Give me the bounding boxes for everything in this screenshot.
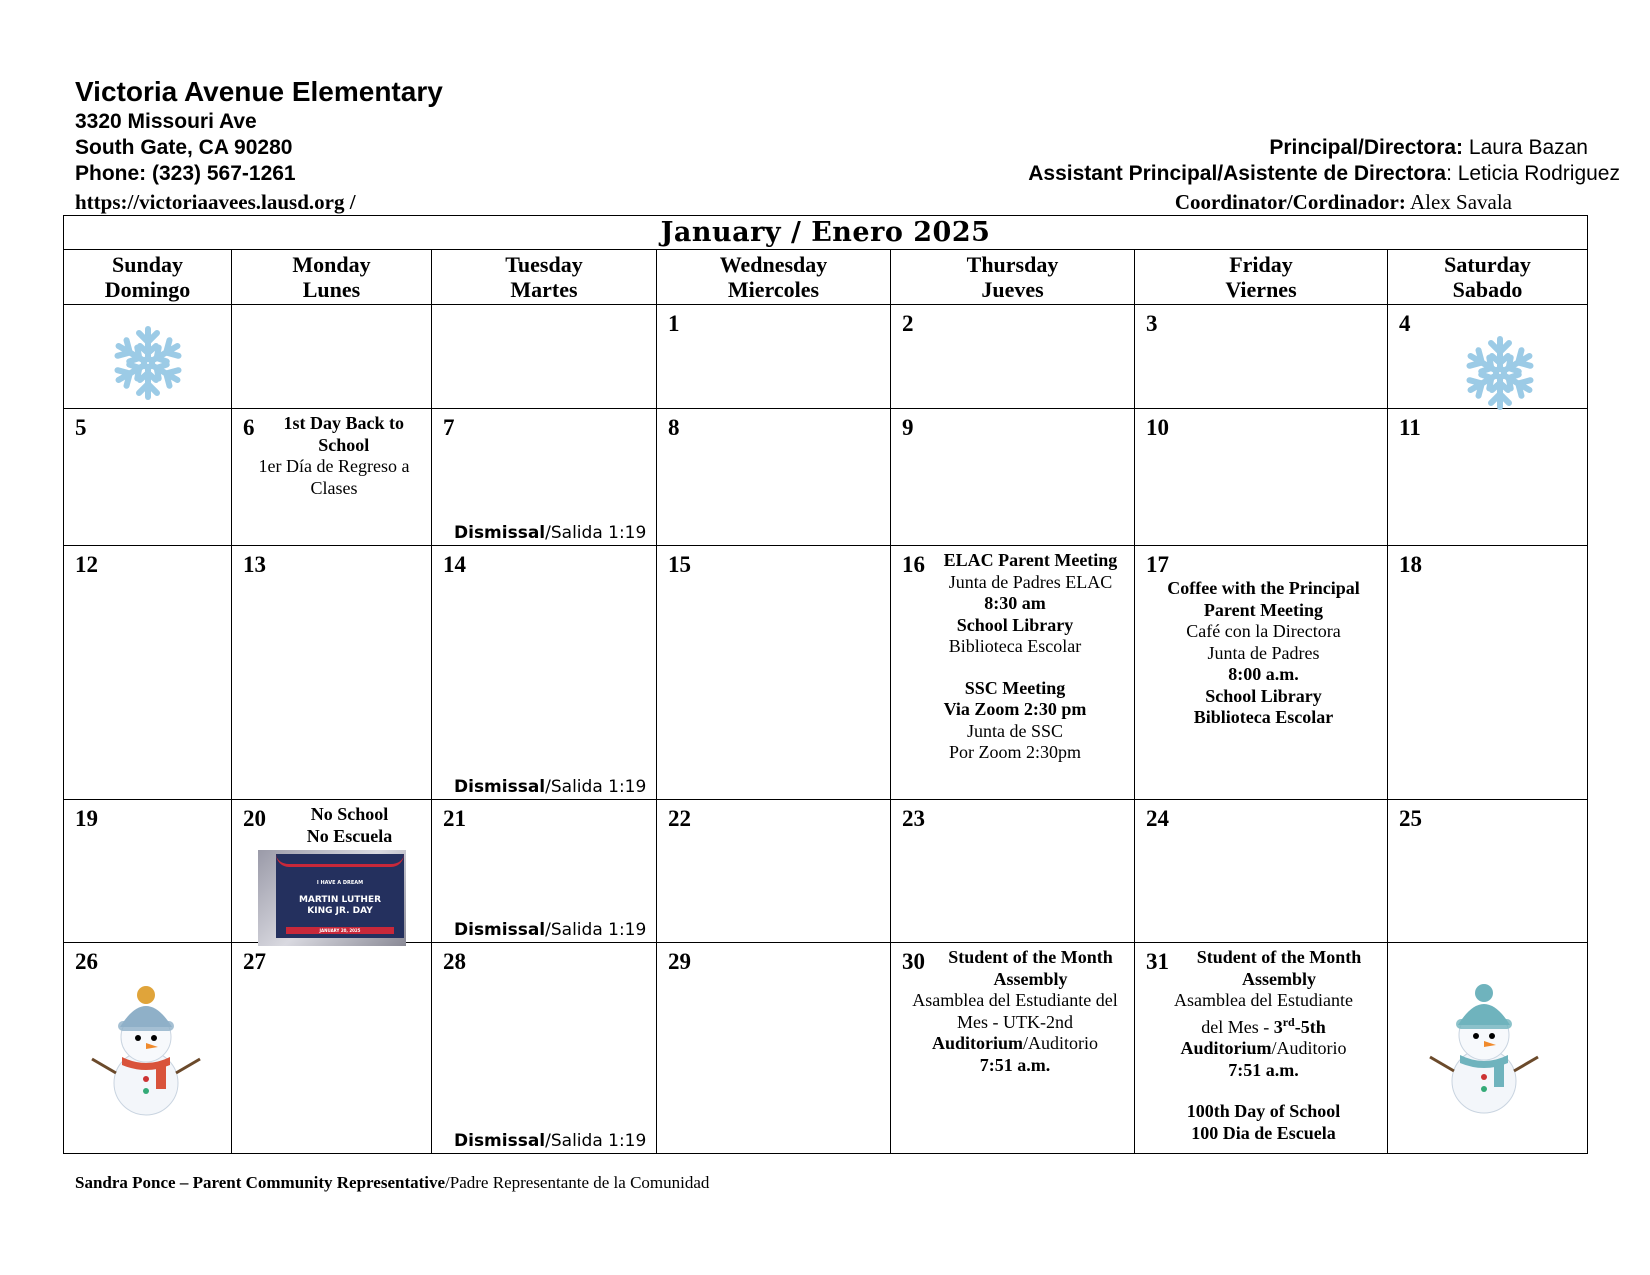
day-number: 5 <box>75 415 87 440</box>
coordinator-label: Coordinator/Cordinador: <box>1174 190 1406 214</box>
day-number: 24 <box>1146 806 1169 831</box>
assistant-label: Assistant Principal/Asistente de Directora <box>1028 162 1447 185</box>
day-cell <box>657 800 891 943</box>
event-text: /Auditorio <box>1023 1033 1098 1053</box>
principal-label: Principal/Directora: <box>1269 136 1464 159</box>
day-cell-content <box>1135 409 1387 440</box>
day-cell-content <box>891 943 1134 1076</box>
event-line <box>1146 947 1381 990</box>
day-number: 12 <box>75 552 98 577</box>
event-text: rd <box>1282 1014 1295 1029</box>
dismissal-time <box>454 920 646 940</box>
mlk-title-1: MARTIN LUTHER <box>298 894 382 905</box>
day-cell-content <box>1388 546 1587 577</box>
day-number: 26 <box>75 949 98 974</box>
day-number: 14 <box>443 552 466 577</box>
day-number: 3 <box>1146 311 1158 336</box>
day-number: 31 <box>1146 949 1169 974</box>
day-name-es: Lunes <box>302 277 361 302</box>
event-line <box>902 947 1128 990</box>
day-cell <box>232 546 432 800</box>
event-text: Asamblea del Estudiante del Mes - UTK-2nd <box>912 990 1118 1032</box>
event-line <box>1146 1101 1381 1123</box>
day-cell <box>1135 943 1388 1154</box>
day-header <box>657 250 891 305</box>
day-cell-content <box>64 409 231 440</box>
day-header <box>432 250 657 305</box>
event-text: Junta de SSC <box>966 720 1063 741</box>
day-cell <box>1388 943 1588 1154</box>
day-cell-content <box>1135 800 1387 831</box>
day-number: 22 <box>668 806 691 831</box>
day-cell-content <box>891 409 1134 440</box>
day-cell <box>1135 305 1388 409</box>
calendar-grid <box>63 215 1588 1154</box>
city-line: South Gate, CA 90280 <box>75 136 293 159</box>
event-text: 1er Día de Regreso a Clases <box>258 456 410 498</box>
footer-role: /Padre Representante de la Comunidad <box>445 1173 710 1192</box>
day-cell <box>657 305 891 409</box>
event-line <box>1146 686 1381 708</box>
day-cell <box>232 943 432 1154</box>
event-text: Asamblea del Estudiante <box>1174 990 1353 1010</box>
day-cell <box>232 305 432 409</box>
day-cell <box>891 943 1135 1154</box>
day-cell-content <box>657 546 890 577</box>
day-cell <box>657 546 891 800</box>
day-cell <box>64 800 232 943</box>
event-text: 100th Day of School <box>1186 1101 1341 1121</box>
event-line <box>1146 578 1381 600</box>
day-cell-content <box>1388 800 1587 831</box>
event-line <box>902 990 1128 1033</box>
event-text: No School <box>310 804 389 824</box>
week-row <box>64 305 1588 409</box>
day-cell-content <box>891 305 1134 336</box>
day-cell <box>64 546 232 800</box>
day-cell <box>64 943 232 1154</box>
day-name-es: Domingo <box>104 277 191 302</box>
event-text: 7:51 a.m. <box>979 1054 1051 1075</box>
event-line <box>902 678 1128 700</box>
day-cell <box>891 409 1135 546</box>
coordinator-name: Alex Savala <box>1405 190 1512 214</box>
event-text: School Library <box>956 614 1074 635</box>
day-cell-content <box>232 305 431 309</box>
event-text: Coffee with the Principal <box>1167 578 1360 598</box>
day-cell-content <box>432 800 656 831</box>
day-cell <box>432 800 657 943</box>
day-cell <box>1388 305 1588 409</box>
website-link[interactable]: https://victoriaavees.lausd.org / <box>75 190 356 214</box>
day-name-en: Sunday <box>112 252 183 277</box>
day-number: 15 <box>668 552 691 577</box>
day-cell <box>64 409 232 546</box>
day-cell <box>232 800 432 943</box>
event-line <box>902 550 1128 572</box>
day-cell-content <box>1135 943 1387 1144</box>
day-number: 29 <box>668 949 691 974</box>
event-text: School Library <box>1205 685 1322 706</box>
mlk-date: JANUARY 20, 2025 <box>286 927 394 934</box>
dismissal-time <box>454 1131 646 1151</box>
day-cell-content <box>657 305 890 336</box>
day-number: 4 <box>1399 311 1411 336</box>
day-number: 10 <box>1146 415 1169 440</box>
snowflake-icon <box>1460 333 1540 419</box>
event-text: Student of the Month Assembly <box>948 947 1113 989</box>
assistant-principal <box>1028 162 1620 186</box>
event-text: -5th <box>1294 1016 1326 1037</box>
event-line <box>1146 1038 1381 1060</box>
day-cell-content <box>432 409 656 440</box>
day-name-es: Miercoles <box>727 277 820 302</box>
day-cell <box>1135 409 1388 546</box>
week-row <box>64 800 1588 943</box>
day-cell <box>1135 800 1388 943</box>
day-header <box>1135 250 1388 305</box>
day-name-es: Martes <box>510 277 578 302</box>
day-name-en: Saturday <box>1444 252 1531 277</box>
day-cell <box>891 305 1135 409</box>
day-header <box>232 250 432 305</box>
event-line <box>1146 1012 1381 1039</box>
event-line <box>902 636 1128 658</box>
day-cell-content <box>64 305 231 309</box>
day-name-es: Sabado <box>1452 277 1523 302</box>
day-cell <box>232 409 432 546</box>
dismissal-label: Dismissal <box>454 1131 546 1151</box>
assistant-name: : Leticia Rodriguez <box>1446 162 1620 185</box>
day-name-es: Viernes <box>1225 277 1297 302</box>
event-line <box>902 1033 1128 1055</box>
day-cell <box>432 546 657 800</box>
event-text: Student of the Month Assembly <box>1196 947 1362 989</box>
day-cell-content <box>432 546 656 577</box>
event-text: No Escuela <box>306 825 393 846</box>
dismissal-time-text: /Salida 1:19 <box>545 1131 647 1151</box>
event-line <box>902 1055 1128 1077</box>
day-number: 28 <box>443 949 466 974</box>
day-name-en: Monday <box>292 252 371 277</box>
event-text: Café con la Directora <box>1186 621 1341 641</box>
dismissal-time <box>454 523 646 543</box>
event-line <box>1146 990 1381 1012</box>
event-line <box>902 742 1128 764</box>
day-name-es: Jueves <box>981 277 1044 302</box>
event-line <box>1146 664 1381 686</box>
week-row <box>64 943 1588 1154</box>
dismissal-label: Dismissal <box>454 777 546 797</box>
week-row <box>64 546 1588 800</box>
day-cell-content <box>64 546 231 577</box>
event-line <box>902 699 1128 721</box>
day-number: 20 <box>243 806 266 831</box>
day-cell <box>432 409 657 546</box>
principal-name: Laura Bazan <box>1463 136 1588 159</box>
coordinator <box>1175 190 1512 215</box>
day-number: 11 <box>1399 415 1421 440</box>
day-number: 23 <box>902 806 925 831</box>
day-number: 30 <box>902 949 925 974</box>
event-line <box>902 593 1128 615</box>
day-cell-content <box>232 800 431 847</box>
day-number: 9 <box>902 415 914 440</box>
day-number: 19 <box>75 806 98 831</box>
footer-name: Sandra Ponce – Parent Community Representative <box>75 1173 446 1192</box>
event-text: /Auditorio <box>1271 1038 1347 1058</box>
day-cell-content <box>64 943 231 974</box>
event-text: Junta de Padres ELAC <box>948 571 1113 592</box>
day-name-en: Friday <box>1229 252 1293 277</box>
day-header <box>891 250 1135 305</box>
day-number: 16 <box>902 552 925 577</box>
day-cell <box>1388 546 1588 800</box>
event-text: Auditorium <box>931 1033 1023 1053</box>
event-line <box>1146 1123 1381 1145</box>
mlk-banner <box>276 854 404 938</box>
snowflake-icon <box>108 323 188 409</box>
day-number: 6 <box>243 415 255 440</box>
dismissal-label: Dismissal <box>454 920 546 940</box>
phone: Phone: (323) 567-1261 <box>75 162 296 185</box>
day-cell <box>64 305 232 409</box>
footer-note <box>75 1173 709 1193</box>
event-text: Via Zoom 2:30 pm <box>943 699 1087 719</box>
day-number: 21 <box>443 806 466 831</box>
school-name: Victoria Avenue Elementary <box>75 76 443 107</box>
event-text: 8:00 a.m. <box>1228 664 1299 684</box>
day-name-en: Wednesday <box>719 252 828 277</box>
event-text: Biblioteca Escolar <box>948 636 1082 656</box>
day-number: 8 <box>668 415 680 440</box>
day-cell <box>432 305 657 409</box>
day-cell-content <box>1388 409 1587 440</box>
day-cell-content <box>1135 305 1387 336</box>
event-text: 100 Dia de Escuela <box>1191 1122 1336 1143</box>
day-number: 2 <box>902 311 914 336</box>
day-cell <box>1135 546 1388 800</box>
address-line: 3320 Missouri Ave <box>75 110 257 133</box>
day-cell-content <box>657 943 890 974</box>
event-text: Parent Meeting <box>1203 599 1324 620</box>
dismissal-label: Dismissal <box>454 523 546 543</box>
day-cell-content <box>64 800 231 831</box>
spacer <box>902 658 1128 678</box>
event-text: 1st Day Back to School <box>283 413 404 455</box>
day-cell <box>432 943 657 1154</box>
event-line <box>243 456 425 499</box>
event-line <box>243 826 425 848</box>
mlk-tagline: I HAVE A DREAM <box>316 880 364 886</box>
event-text: Por Zoom 2:30pm <box>948 742 1081 762</box>
event-line <box>243 804 425 826</box>
event-text: 3 <box>1273 1016 1283 1037</box>
day-name-en: Tuesday <box>505 252 583 277</box>
day-cell-content <box>432 943 656 974</box>
day-cell-content <box>232 546 431 577</box>
event-line <box>243 413 425 456</box>
event-line <box>902 615 1128 637</box>
event-line <box>902 572 1128 594</box>
event-text: 8:30 am <box>984 593 1046 613</box>
spacer <box>1146 1081 1381 1101</box>
day-number: 25 <box>1399 806 1422 831</box>
day-cell-content <box>232 409 431 499</box>
dismissal-time-text: /Salida 1:19 <box>545 777 647 797</box>
principal <box>1269 136 1588 160</box>
mlk-title-2: KING JR. DAY <box>307 905 373 916</box>
month-title: January / Enero 2025 <box>64 216 1588 250</box>
dismissal-time-text: /Salida 1:19 <box>545 920 647 940</box>
day-cell-content <box>891 546 1134 764</box>
day-cell-content <box>432 305 656 309</box>
snowman-icon <box>1424 973 1544 1124</box>
event-text: 7:51 a.m. <box>1228 1059 1299 1080</box>
day-header <box>64 250 232 305</box>
day-cell-content <box>657 409 890 440</box>
week-row <box>64 409 1588 546</box>
event-text: SSC Meeting <box>964 677 1066 698</box>
dismissal-time <box>454 777 646 797</box>
event-text: Auditorium <box>1180 1038 1272 1058</box>
event-line <box>1146 600 1381 622</box>
event-line <box>1146 1060 1381 1082</box>
day-cell-content <box>1388 943 1587 947</box>
event-line <box>902 721 1128 743</box>
dismissal-time-text: /Salida 1:19 <box>545 523 647 543</box>
day-header <box>1388 250 1588 305</box>
day-name-en: Thursday <box>966 252 1059 277</box>
day-cell-content <box>891 800 1134 831</box>
event-text: del Mes - <box>1201 1016 1274 1037</box>
day-cell <box>1388 409 1588 546</box>
day-cell <box>1388 800 1588 943</box>
day-cell <box>891 546 1135 800</box>
event-text: Biblioteca Escolar <box>1193 707 1334 727</box>
event-text: ELAC Parent Meeting <box>943 550 1118 570</box>
day-cell-content <box>232 943 431 974</box>
day-number: 18 <box>1399 552 1422 577</box>
day-cell-content <box>1388 305 1587 336</box>
mlk-day-image <box>258 850 406 946</box>
day-cell <box>657 943 891 1154</box>
event-line <box>1146 643 1381 665</box>
day-cell-content <box>1135 546 1387 729</box>
event-line <box>1146 707 1381 729</box>
day-number: 17 <box>1146 552 1169 577</box>
event-text: Junta de Padres <box>1207 642 1320 663</box>
snowman-icon <box>86 975 206 1126</box>
day-number: 1 <box>668 311 680 336</box>
day-number: 13 <box>243 552 266 577</box>
day-number: 27 <box>243 949 266 974</box>
day-number: 7 <box>443 415 455 440</box>
event-line <box>1146 621 1381 643</box>
day-cell <box>891 800 1135 943</box>
day-cell-content <box>657 800 890 831</box>
day-cell <box>657 409 891 546</box>
